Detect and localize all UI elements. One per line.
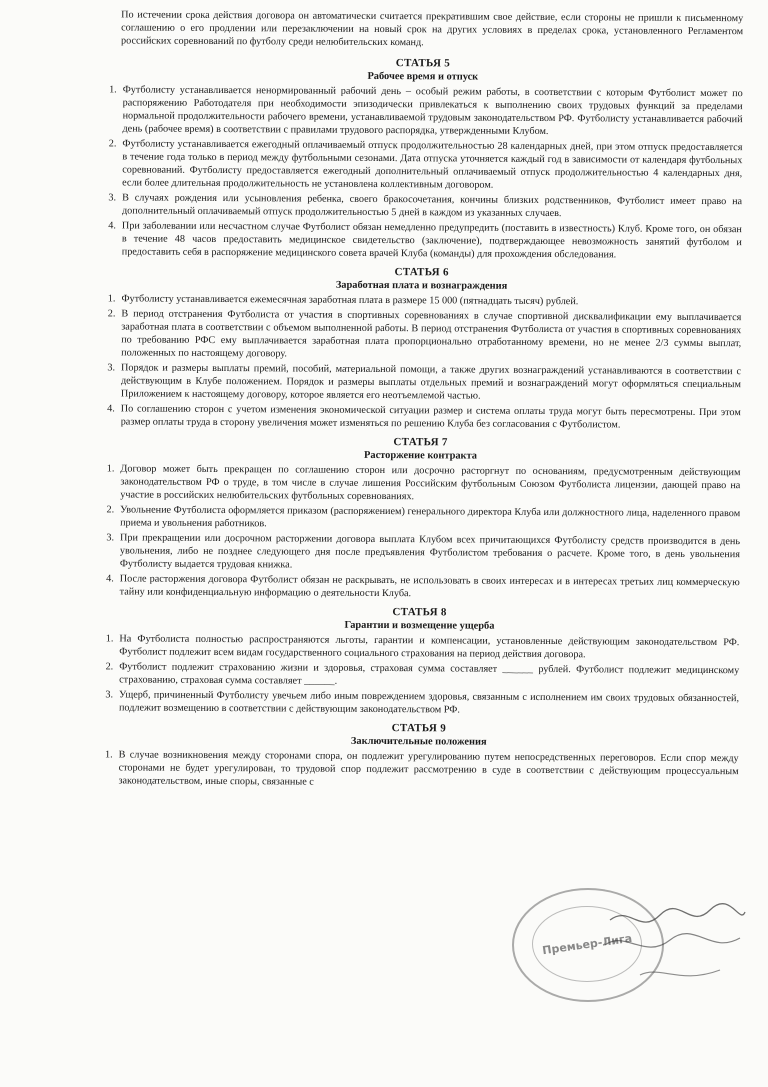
item-text: Увольнение Футболиста оформляется приказом (распоряжением) генерального директора Клуба или должностного лица, наделенного правом приема и увольнения работников. — [120, 504, 741, 530]
article-item-list — [100, 462, 741, 602]
article-heading: СТАТЬЯ 8 — [392, 606, 447, 619]
item-number: 1. — [105, 633, 114, 645]
item-number: 4. — [106, 573, 114, 585]
list-item — [99, 660, 739, 690]
item-text: После расторжения договора Футболист обязан не раскрывать, не использовать в своих интересах и в интересах третьих лиц коммерческую тайну или конфиденциальную информацию о деятельности Клуба. — [119, 573, 740, 600]
articles-container — [98, 55, 742, 791]
article-title: Рабочее время и отпуск — [367, 70, 479, 83]
item-text: В период отстранения Футболиста от участия в спортивных соревнованиях в случае спортивной дисквалификации ему выплачивается заработная плата в соответствии с объемом выполненной работы. В период отстранения Футболиста от участия в спортивных соревнованиях по требованию РФС ему выплачивается заработная плата пропорционально отработанному времени, но не менее 2/3 суммы выплат, положенных по настоящему договору. — [121, 308, 742, 360]
article-section — [102, 55, 743, 262]
item-number: 2. — [108, 138, 117, 150]
item-number: 2. — [107, 308, 116, 320]
item-number: 4. — [107, 403, 115, 415]
item-text: В случае возникновения между сторонами спора, он подлежит урегулированию путем непосредственных переговоров. Если спор между сторонами не будет урегулирован, то трудовой спор подлежит рассмотрению в суде в соответствии с действующим процессуальным законодательством, иные споры, связанные с — [118, 749, 739, 788]
article-heading: СТАТЬЯ 6 — [394, 266, 449, 279]
item-number: 2. — [106, 504, 115, 516]
article-item-list — [99, 632, 739, 718]
article-heading: СТАТЬЯ 9 — [391, 722, 447, 735]
list-item — [100, 531, 740, 574]
item-text: На Футболиста полностью распространяются льготы, гарантии и компенсации, установленные действующим законодательством РФ. Футболист подлежит всем видам государственного социального страхования на период действия договора. — [119, 633, 740, 661]
article-section — [101, 264, 742, 432]
article-heading: СТАТЬЯ 5 — [395, 57, 451, 70]
item-text: При прекращении или досрочном расторжении договора выплата Клубом всех причитающихся Футболисту средств производится в день увольнения, либо не позднее следующего дня после предъявления Футболистом требования о расчете. Кроме того, в день увольнения Футболисту выдается трудовая книжка. — [119, 532, 741, 571]
stamp-text: Премьер-Лига — [541, 931, 633, 958]
article-title: Заработная плата и вознаграждения — [335, 279, 508, 292]
item-text: Футболист подлежит страхованию жизни и здоровья, страховая сумма составляет ______ рублей. Футболист подлежит медицинскому страхованию, страховая сумма составляет ______. — [119, 661, 740, 687]
item-text: При заболевании или несчастном случае Футболист обязан немедленно предупредить (поставить в известность) Клуб. Кроме того, он обязан в течение 48 часов предоставить медицинское свидетельство (заключение), подтверждающее невозможность занятий футболом и предоставить себя в распоряжение медицинского совета врачей Клуба (команды) для прохождения обследования. — [121, 220, 742, 261]
list-item — [98, 748, 738, 791]
article-title: Заключительные положения — [350, 735, 487, 748]
article-section — [100, 434, 741, 602]
item-number: 1. — [107, 293, 116, 305]
list-item — [100, 572, 740, 602]
item-text: Порядок и размеры выплаты премий, пособий, материальной помощи, а также других вознаграждений устанавливаются в соответствии с действующим в Клубе положением. Порядок и размеры выплаты отдельных премий и вознаграждений могут оформляться специальным Приложением к настоящему договору, которое является его неотъемлемой частью. — [120, 362, 742, 402]
list-item — [101, 361, 741, 404]
list-item — [100, 462, 740, 505]
item-number: 3. — [106, 532, 115, 544]
article-title: Расторжение контракта — [364, 449, 478, 462]
item-text: Футболисту устанавливается ежегодный оплачиваемый отпуск продолжительностью 28 календарных дней, при этом отпуск предоставляется в течение года только в период между футбольными сезонами. Дата отпуска уточняется каждый год в зависимости от календаря футбольных соревнований. Футболисту предоставляется ежегодный дополнительный оплачиваемый отпуск продолжительностью 4 календарных дня, если более длительная продолжительность не установлена коллективным договором. — [122, 138, 743, 191]
article-heading: СТАТЬЯ 7 — [393, 436, 448, 449]
item-number: 3. — [107, 362, 116, 374]
item-number: 1. — [106, 463, 115, 475]
list-item — [99, 632, 739, 662]
item-number: 3. — [105, 689, 114, 701]
item-text: По соглашению сторон с учетом изменения экономической ситуации размер и система оплаты труда могут быть пересмотрены. При этом размер оплаты труда в сторону увеличения может изменяться по решению Клуба без согласования с Футболистом. — [120, 403, 741, 431]
article-section — [99, 604, 740, 718]
article-item-list — [98, 748, 738, 791]
item-number: 3. — [108, 192, 117, 204]
item-number: 1. — [105, 749, 113, 761]
intro-paragraph: По истечении срока действия договора он автоматически считается прекратившим свое действие, если стороны не пришли к письменному соглашению о его продлении или перезаключении на новый срок на других условиях в пределах срока, установленного Регламентом российских соревнований по футболу среди нелюбительских команд. — [121, 9, 744, 49]
item-number: 2. — [105, 661, 114, 673]
item-text: В случаях рождения или усыновления ребенка, своего бракосочетания, кончины близких родственников, Футболист имеет право на дополнительный оплачиваемый отпуск продолжительностью 5 дней в каждом из указанных случаев. — [121, 192, 743, 220]
list-item — [101, 292, 741, 309]
item-number: 4. — [108, 220, 116, 232]
list-item — [100, 503, 740, 533]
article-item-list — [101, 292, 742, 432]
item-text: Договор может быть прекращен по соглашению сторон или досрочно расторгнут по основаниям, предусмотренным действующим законодательством РФ о труде, в том числе в случае лишения Российским футбольным Союзом Футболиста лицензии, дающей право на участие в российских нелюбительских футбольных соревнованиях. — [120, 463, 741, 503]
article-title: Гарантии и возмещение ущерба — [344, 619, 495, 632]
list-item — [102, 191, 742, 221]
list-item — [99, 688, 739, 718]
list-item — [102, 219, 742, 262]
article-section — [98, 720, 738, 791]
list-item — [101, 402, 741, 432]
list-item — [101, 307, 741, 363]
list-item — [102, 83, 742, 139]
item-number: 1. — [109, 84, 117, 96]
item-text: Футболисту устанавливается ненормированный рабочий день – особый режим работы, в соответствии с которым Футболист может по распоряжению Работодателя при необходимости эпизодически привлекаться к выполнению своих трудовых функций за пределами нормальной продолжительности рабочего времени, устанавливаемой трудовым законодательством РФ. Футболисту устанавливается рабочий день (рабочее время) в соответствии с правилами трудового распорядка, утвержденными Клубом. — [122, 84, 743, 138]
article-item-list — [102, 83, 743, 262]
item-text: Футболисту устанавливается ежемесячная заработная плата в размере 15 000 (пятнадцать тысяч) рублей. — [121, 293, 579, 308]
item-text: Ущерб, причиненный Футболисту увечьем либо иным повреждением здоровья, связанным с исполнением им своих трудовых обязанностей, подлежит возмещению в соответствии с действующим законодательством РФ. — [118, 689, 740, 716]
list-item — [102, 137, 742, 193]
